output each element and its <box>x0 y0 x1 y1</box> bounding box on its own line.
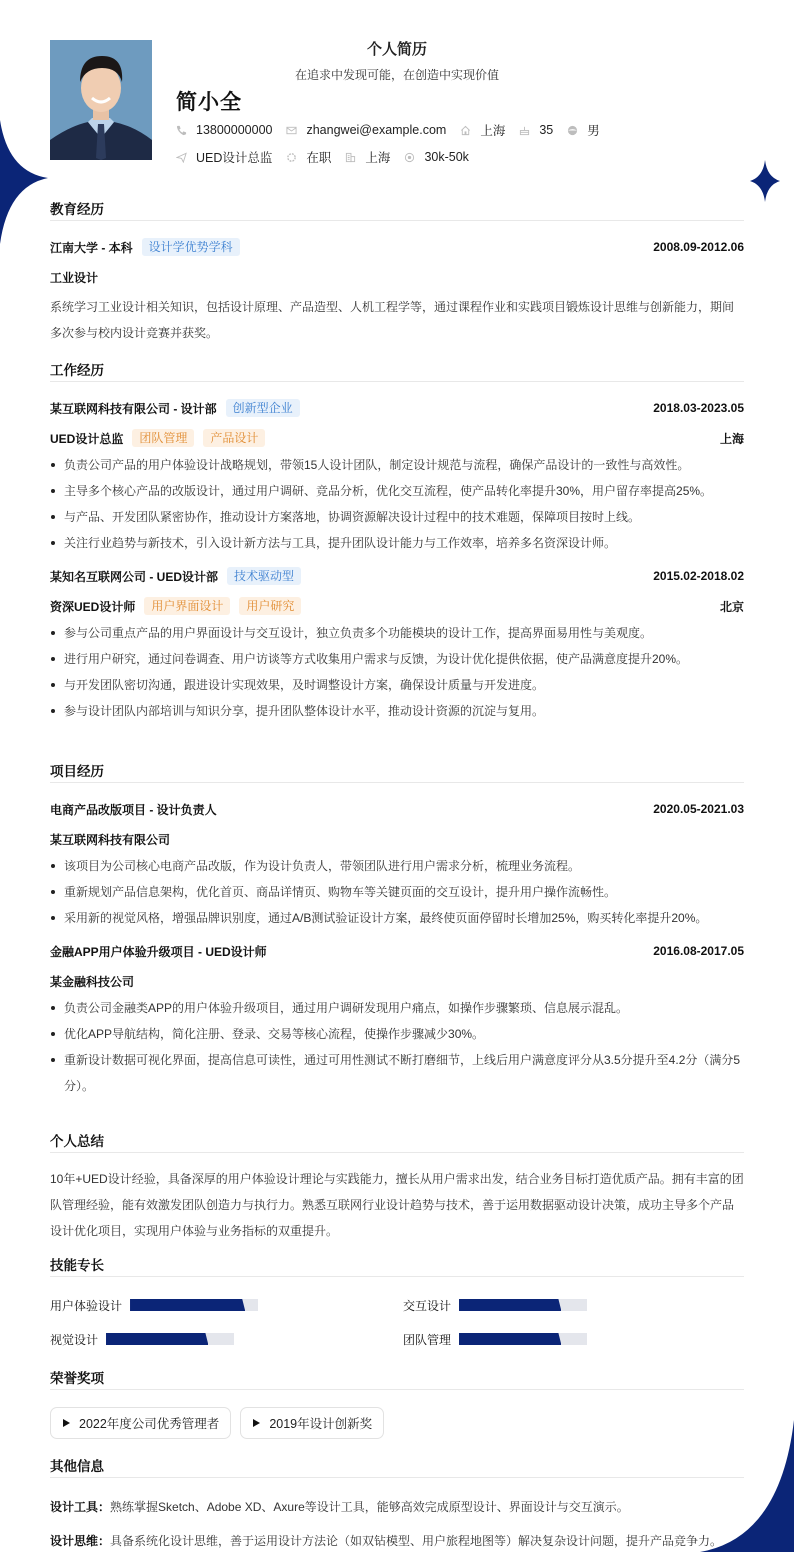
position-tag: 用户研究 <box>239 597 301 615</box>
section-title: 荣誉奖项 <box>50 1371 104 1386</box>
company-row <box>50 566 744 586</box>
play-triangle-icon <box>253 1419 260 1427</box>
education-description: 系统学习工业设计相关知识，包括设计原理、产品造型、人机工程学等，通过课程作业和实践项目锻炼设计思维与创新能力，期间多次参与校内设计竞赛并获奖。 <box>50 300 735 340</box>
section-title: 个人总结 <box>50 1134 104 1149</box>
gender-icon <box>567 125 578 136</box>
skill-item <box>403 1295 744 1315</box>
school-name: 江南大学 - 本科 <box>50 240 133 255</box>
phone-item <box>176 123 272 137</box>
responsibility-list <box>50 620 744 724</box>
company-name: 某互联网科技有限公司 - 设计部 <box>50 401 217 416</box>
position-tag: 团队管理 <box>132 429 194 447</box>
education-date: 2008.09-2012.06 <box>653 240 744 254</box>
email-value: zhangwei@example.com <box>306 123 447 137</box>
salary-value: 30k-50k <box>424 150 469 164</box>
awards-list <box>50 1407 744 1439</box>
other-info-label: 设计思维： <box>50 1534 111 1548</box>
salary-icon <box>404 152 415 163</box>
position-title: 资深UED设计师 <box>50 599 136 614</box>
work-date: 2015.02-2018.02 <box>653 569 744 583</box>
major-row <box>50 267 744 287</box>
section-divider <box>50 1276 744 1277</box>
age-icon <box>519 125 530 136</box>
list-item: 负责公司金融类APP的用户体验升级项目，通过用户调研发现用户痛点，如操作步骤繁琐、信息展示混乱。 <box>50 995 744 1021</box>
work-section <box>50 359 744 724</box>
work-city: 上海 <box>719 431 744 446</box>
project-header-row <box>50 799 744 819</box>
section-title: 技能专长 <box>50 1258 104 1273</box>
list-item: 参与公司重点产品的用户界面设计与交互设计，独立负责多个功能模块的设计工作，提高界面易用性与美观度。 <box>50 620 744 646</box>
home-icon <box>460 125 471 136</box>
skill-progress-fill <box>130 1299 245 1311</box>
projects-section <box>50 760 744 1099</box>
skill-item <box>50 1329 403 1349</box>
list-item: 进行用户研究，通过问卷调查、用户访谈等方式收集用户需求与反馈，为设计优化提供依据，使产品满意度提升20%。 <box>50 646 744 672</box>
award-chip <box>50 1407 231 1439</box>
project-company: 某金融科技公司 <box>50 974 135 989</box>
skill-progress-fill <box>459 1333 561 1345</box>
project-item <box>50 941 744 1099</box>
award-chip <box>240 1407 384 1439</box>
section-divider <box>50 1477 744 1478</box>
skill-item <box>403 1329 744 1349</box>
location-item <box>460 121 505 139</box>
document-title: 个人简历 <box>366 41 427 58</box>
target-city-item <box>345 148 390 166</box>
position-tag: 用户界面设计 <box>144 597 230 615</box>
project-details-list <box>50 853 744 931</box>
target-city-value: 上海 <box>365 151 391 165</box>
section-title: 工作经历 <box>50 363 104 378</box>
company-tag: 技术驱动型 <box>227 567 301 585</box>
status-icon <box>286 152 297 163</box>
project-company-row <box>50 829 744 849</box>
project-details-list <box>50 995 744 1099</box>
work-city: 北京 <box>719 599 744 614</box>
summary-section <box>50 1130 744 1244</box>
list-item: 重新设计数据可视化界面，提高信息可读性，通过可用性测试不断打磨细节，上线后用户满意度评分从3.5分提升至4.2分（满分5分）。 <box>50 1047 744 1099</box>
resume-page <box>50 0 744 1548</box>
list-item: 与产品、开发团队紧密协作，推动设计方案落地，协调资源解决设计过程中的技术难题，保障项目按时上线。 <box>50 504 744 530</box>
project-name: 电商产品改版项目 - 设计负责人 <box>50 802 217 817</box>
send-icon <box>176 152 187 163</box>
position-row <box>50 428 744 448</box>
skill-label: 团队管理 <box>403 1332 452 1347</box>
target-position-item <box>176 148 272 166</box>
skill-label: 用户体验设计 <box>50 1298 123 1313</box>
education-header-row <box>50 237 744 257</box>
education-item <box>50 237 744 346</box>
list-item: 关注行业趋势与新技术，引入设计新方法与工具，提升团队设计能力与工作效率，培养多名资深设计师。 <box>50 530 744 556</box>
location-value: 上海 <box>480 124 506 138</box>
other-info-row <box>50 1528 744 1552</box>
target-position-value: UED设计总监 <box>196 151 273 165</box>
section-divider <box>50 1389 744 1390</box>
company-tag: 创新型企业 <box>226 399 300 417</box>
skill-progress-bar <box>459 1333 587 1345</box>
list-item: 采用新的视觉风格，增强品牌识别度，通过A/B测试验证设计方案，最终使页面停留时长增加25%，购买转化率提升20%。 <box>50 905 744 931</box>
list-item: 负责公司产品的用户体验设计战略规划，带领15人设计团队，制定设计规范与流程，确保产品设计的一致性与高效性。 <box>50 452 744 478</box>
position-title: UED设计总监 <box>50 431 124 446</box>
work-item <box>50 566 744 724</box>
project-date: 2016.08-2017.05 <box>653 944 744 958</box>
skill-progress-fill <box>106 1333 208 1345</box>
age-value: 35 <box>539 123 554 137</box>
skill-progress-bar <box>130 1299 258 1311</box>
gender-value: 男 <box>587 124 600 138</box>
responsibility-list <box>50 452 744 556</box>
project-name: 金融APP用户体验升级项目 - UED设计师 <box>50 944 267 959</box>
section-divider <box>50 782 744 783</box>
list-item: 主导多个核心产品的改版设计，通过用户调研、竞品分析，优化交互流程，使产品转化率提升30%，用户留存率提高25%。 <box>50 478 744 504</box>
list-item: 与开发团队密切沟通，跟进设计实现效果，及时调整设计方案，确保设计质量与开发进度。 <box>50 672 744 698</box>
education-section <box>50 198 744 346</box>
play-triangle-icon <box>63 1419 70 1427</box>
project-header-row <box>50 941 744 961</box>
list-item: 重新规划产品信息架构，优化首页、商品详情页、购物车等关键页面的交互设计，提升用户操作流畅性。 <box>50 879 744 905</box>
position-tag: 产品设计 <box>203 429 265 447</box>
section-divider <box>50 381 744 382</box>
mail-icon <box>286 125 297 136</box>
age-item <box>519 123 553 137</box>
company-name: 某知名互联网公司 - UED设计部 <box>50 569 219 584</box>
sparkle-star-icon <box>750 160 780 202</box>
other-info-row <box>50 1494 744 1520</box>
award-label: 2019年设计创新奖 <box>269 1417 373 1431</box>
other-info-label: 设计工具： <box>50 1500 111 1514</box>
skill-label: 交互设计 <box>403 1298 452 1313</box>
major: 工业设计 <box>50 270 99 285</box>
project-company: 某互联网科技有限公司 <box>50 832 171 847</box>
section-divider <box>50 1152 744 1153</box>
skills-grid <box>50 1295 744 1349</box>
slogan: 在追求中发现可能，在创造中实现价值 <box>294 68 499 82</box>
skill-progress-bar <box>459 1299 587 1311</box>
work-date: 2018.03-2023.05 <box>653 401 744 415</box>
gender-item <box>567 121 600 139</box>
project-company-row <box>50 971 744 991</box>
section-title: 其他信息 <box>50 1459 104 1474</box>
skill-progress-bar <box>106 1333 234 1345</box>
school-tag: 设计学优势学科 <box>142 238 240 256</box>
list-item: 该项目为公司核心电商产品改版，作为设计负责人，带领团队进行用户需求分析，梳理业务流程。 <box>50 853 744 879</box>
project-item <box>50 799 744 931</box>
status-item <box>286 148 331 166</box>
company-row <box>50 398 744 418</box>
work-item <box>50 398 744 556</box>
other-info-section <box>50 1455 744 1552</box>
salary-item <box>404 150 468 164</box>
list-item: 参与设计团队内部培训与知识分享，提升团队整体设计水平，推动设计资源的沉淀与复用。 <box>50 698 744 724</box>
award-label: 2022年度公司优秀管理者 <box>79 1417 220 1431</box>
job-info-row <box>176 148 483 166</box>
other-info-text: 熟练掌握Sketch、Adobe XD、Axure等设计工具，能够高效完成原型设计、界面设计与交互演示。 <box>110 1500 629 1514</box>
section-title: 教育经历 <box>50 202 104 217</box>
list-item: 优化APP导航结构，简化注册、登录、交易等核心流程，使操作步骤减少30%。 <box>50 1021 744 1047</box>
candidate-name: 简小全 <box>176 91 242 114</box>
skill-progress-fill <box>459 1299 561 1311</box>
section-divider <box>50 220 744 221</box>
phone-icon <box>176 125 187 136</box>
other-info-text: 具备系统化设计思维，善于运用设计方法论（如双钻模型、用户旅程地图等）解决复杂设计问题，提升产品竞争力。 <box>110 1534 723 1548</box>
project-date: 2020.05-2021.03 <box>653 802 744 816</box>
summary-text: 10年+UED设计经验，具备深厚的用户体验设计理论与实践能力，擅长从用户需求出发，结合业务目标打造优质产品。拥有丰富的团队管理经验，能有效激发团队创造力与执行力。熟悉互联网行业设计趋势与技术，善于运用数据驱动设计决策，成功主导多个产品设计优化项目，实现用户体验与业务指标的双重提升。 <box>50 1172 744 1238</box>
building-icon <box>345 152 356 163</box>
awards-section <box>50 1367 744 1439</box>
email-item <box>286 123 446 137</box>
position-row <box>50 596 744 616</box>
skills-section <box>50 1254 744 1349</box>
status-value: 在职 <box>306 151 332 165</box>
resume-header <box>50 0 744 190</box>
skill-label: 视觉设计 <box>50 1332 99 1347</box>
phone-value: 13800000000 <box>196 123 273 137</box>
section-title: 项目经历 <box>50 764 104 779</box>
contact-info-row <box>176 121 614 139</box>
skill-item <box>50 1295 403 1315</box>
